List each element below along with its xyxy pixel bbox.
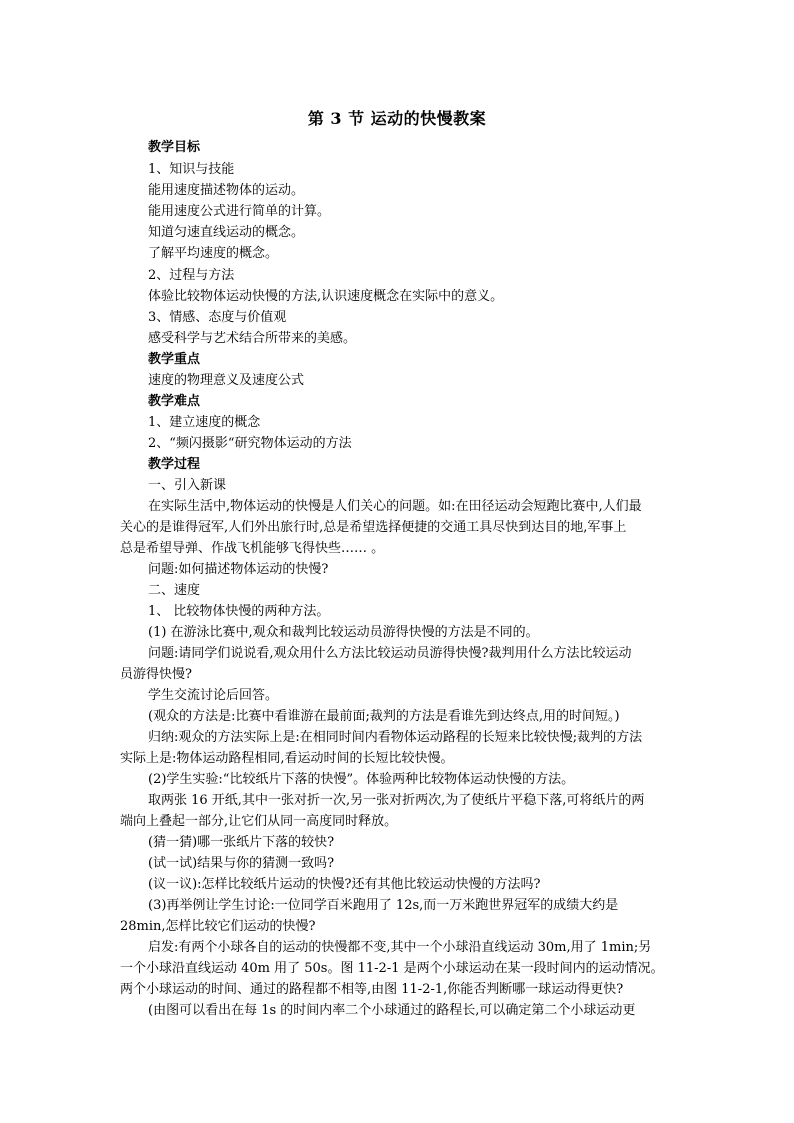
text-line: (3)再举例让学生讨论:一位同学百米跑用了 12s,而一万米跑世界冠军的成绩大约是 — [148, 898, 619, 913]
text-line: 总是希望导弹、作战飞机能够飞得快些…… 。 — [120, 541, 385, 556]
text-line: 二、速度 — [148, 583, 201, 598]
section-heading: 教学难点 — [148, 394, 201, 409]
text-line: 两个小球运动的时间、通过的路程都不相等,由图 11-2-1,你能否判断哪一球运动得更快? — [120, 982, 624, 997]
text-line: 问题:请同学们说说看,观众用什么方法比较运动员游得快慢?裁判用什么方法比较运动 — [148, 646, 632, 661]
text-line: 一、引入新课 — [148, 478, 227, 493]
text-line: (观众的方法是:比赛中看谁游在最前面;裁判的方法是看谁先到达终点,用的时间短。) — [148, 709, 620, 724]
text-line: (由图可以看出在每 1s 的时间内率二个小球通过的路程长,可以确定第二个小球运动更 — [148, 1003, 636, 1018]
text-line: (2)学生实验:“比较纸片下落的快慢”。体验两种比较物体运动快慢的方法。 — [148, 772, 575, 787]
text-line: 2、过程与方法 — [148, 268, 235, 283]
text-line: 1、建立速度的概念 — [148, 415, 261, 430]
text-line: 能用速度描述物体的运动。 — [148, 183, 305, 198]
text-line: 端向上叠起一部分,让它们从同一高度同时释放。 — [120, 814, 398, 829]
text-line: 1、知识与技能 — [148, 162, 235, 177]
page-title: 第 3 节 运动的快慢教案 — [307, 109, 487, 128]
text-line: 关心的是谁得冠军,人们外出旅行时,总是希望选择便捷的交通工具尽快到达目的地,军事上 — [120, 520, 627, 535]
section-heading: 教学过程 — [148, 457, 201, 472]
text-line: (议一议):怎样比较纸片运动的快慢?还有其他比较运动快慢的方法吗? — [148, 877, 541, 892]
text-line: 一个小球沿直线运动 40m 用了 50s。图 11-2-1 是两个小球运动在某一段时间内的运动情况。 — [120, 961, 664, 976]
text-line: 2、“频闪摄影“研究物体运动的方法 — [148, 436, 352, 451]
text-line: 3、情感、态度与价值观 — [148, 310, 287, 325]
text-line: 启发:有两个小球各自的运动的快慢都不变,其中一个小球沿直线运动 30m,用了 1min;另 — [148, 940, 652, 955]
text-line: (猜一猜)哪一张纸片下落的较快? — [148, 835, 335, 850]
text-line: 感受科学与艺术结合所带来的美感。 — [148, 331, 357, 346]
text-line: 在实际生活中,物体运动的快慢是人们关心的问题。如:在田径运动会短跑比赛中,人们最 — [148, 499, 642, 514]
text-line: 实际上是:物体运动路程相同,看运动时间的长短比较快慢。 — [120, 751, 454, 766]
text-line: 归纳:观众的方法实际上是:在相同时间内看物体运动路程的长短来比较快慢;裁判的方法 — [148, 730, 643, 745]
section-heading: 教学重点 — [148, 352, 201, 367]
text-line: (1) 在游泳比赛中,观众和裁判比较运动员游得快慢的方法是不同的。 — [148, 625, 539, 640]
text-line: 能用速度公式进行简单的计算。 — [148, 204, 331, 219]
text-line: 体验比较物体运动快慢的方法,认识速度概念在实际中的意义。 — [148, 289, 504, 304]
text-line: 速度的物理意义及速度公式 — [148, 373, 305, 388]
text-line: 取两张 16 开纸,其中一张对折一次,另一张对折两次,为了使纸片平稳下落,可将纸片的两 — [148, 793, 645, 808]
text-line: 1、 比较物体快慢的两种方法。 — [148, 604, 330, 619]
text-line: 员游得快慢? — [120, 667, 192, 682]
text-line: 问题:如何描述物体运动的快慢? — [148, 562, 329, 577]
text-line: 知道匀速直线运动的概念。 — [148, 225, 305, 240]
text-line: (试一试)结果与你的猜测一致吗? — [148, 856, 335, 871]
section-heading: 教学目标 — [148, 140, 201, 155]
text-line: 28min,怎样比较它们运动的快慢? — [120, 919, 316, 934]
text-line: 了解平均速度的概念。 — [148, 246, 279, 261]
text-line: 学生交流讨论后回答。 — [148, 688, 279, 703]
